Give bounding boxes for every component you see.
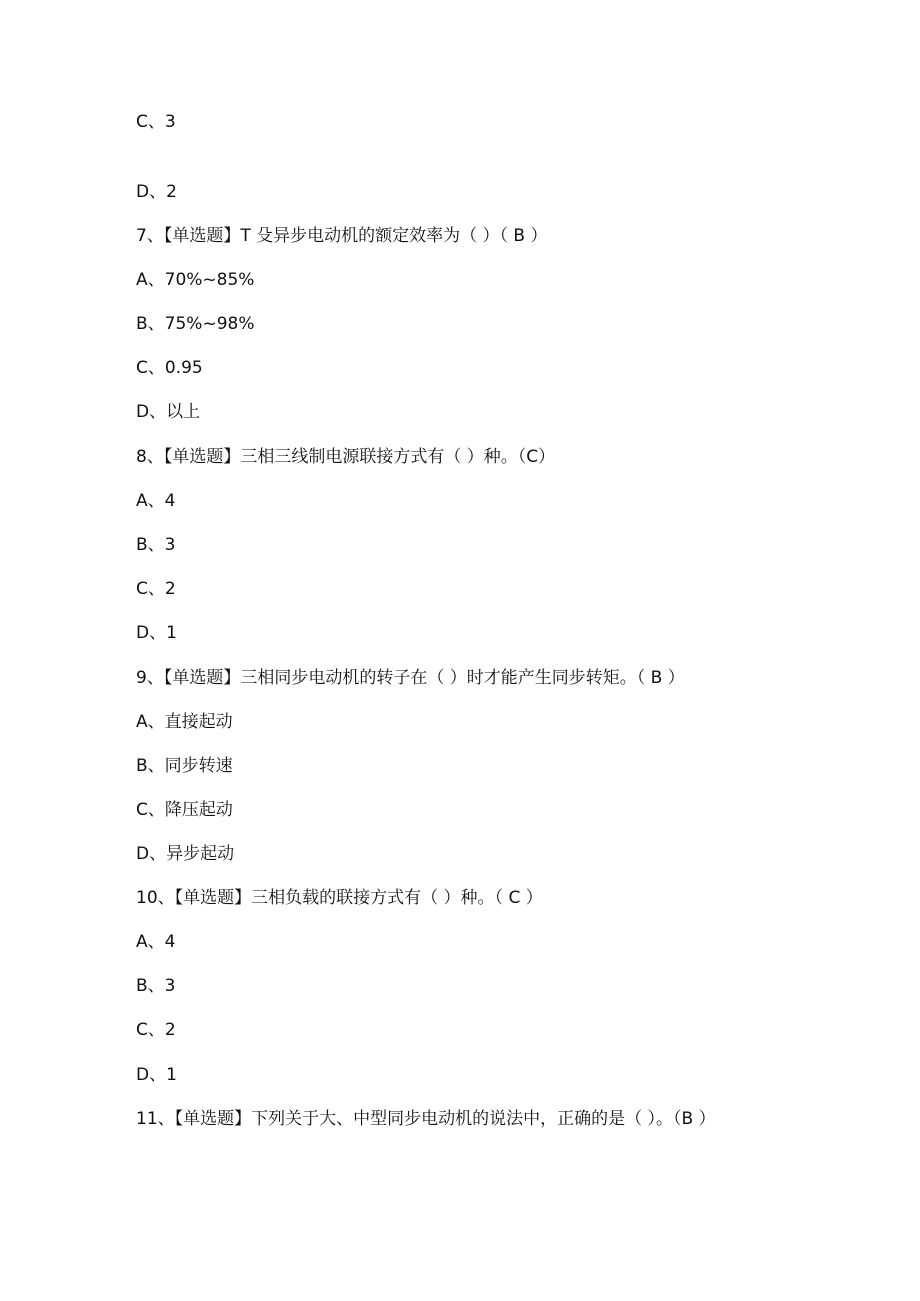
option-c: C、3: [136, 112, 176, 132]
question-8-option-b: B、3: [136, 535, 176, 555]
question-7-option-b: B、75%~98%: [136, 314, 255, 334]
question-9-option-a: A、直接起动: [136, 712, 233, 732]
question-7-stem: 7、【单选题】T 殳异步电动机的额定效率为（ ）（ B ）: [136, 226, 548, 246]
question-10-option-b: B、3: [136, 976, 176, 996]
question-9-option-d: D、异步起动: [136, 844, 235, 864]
question-8-option-a: A、4: [136, 491, 176, 511]
question-7-option-a: A、70%~85%: [136, 270, 255, 290]
question-10-stem: 10、【单选题】三相负载的联接方式有（ ）种。（ C ）: [136, 888, 543, 908]
question-10-option-c: C、2: [136, 1020, 176, 1040]
option-d: D、2: [136, 182, 177, 202]
question-10-option-d: D、1: [136, 1065, 177, 1085]
question-9-stem: 9、【单选题】三相同步电动机的转子在（ ）时才能产生同步转矩。（ B ）: [136, 668, 685, 688]
question-7-option-d: D、以上: [136, 402, 201, 422]
question-8-option-c: C、2: [136, 579, 176, 599]
question-10-option-a: A、4: [136, 932, 176, 952]
question-9-option-b: B、同步转速: [136, 756, 233, 776]
question-9-option-c: C、降压起动: [136, 800, 233, 820]
question-7-option-c: C、0.95: [136, 358, 203, 378]
question-8-option-d: D、1: [136, 623, 177, 643]
question-11-stem: 11、【单选题】下列关于大、中型同步电动机的说法中，正确的是（ ）。（B ）: [136, 1109, 716, 1129]
question-8-stem: 8、【单选题】三相三线制电源联接方式有（ ）种。（C）: [136, 447, 556, 467]
